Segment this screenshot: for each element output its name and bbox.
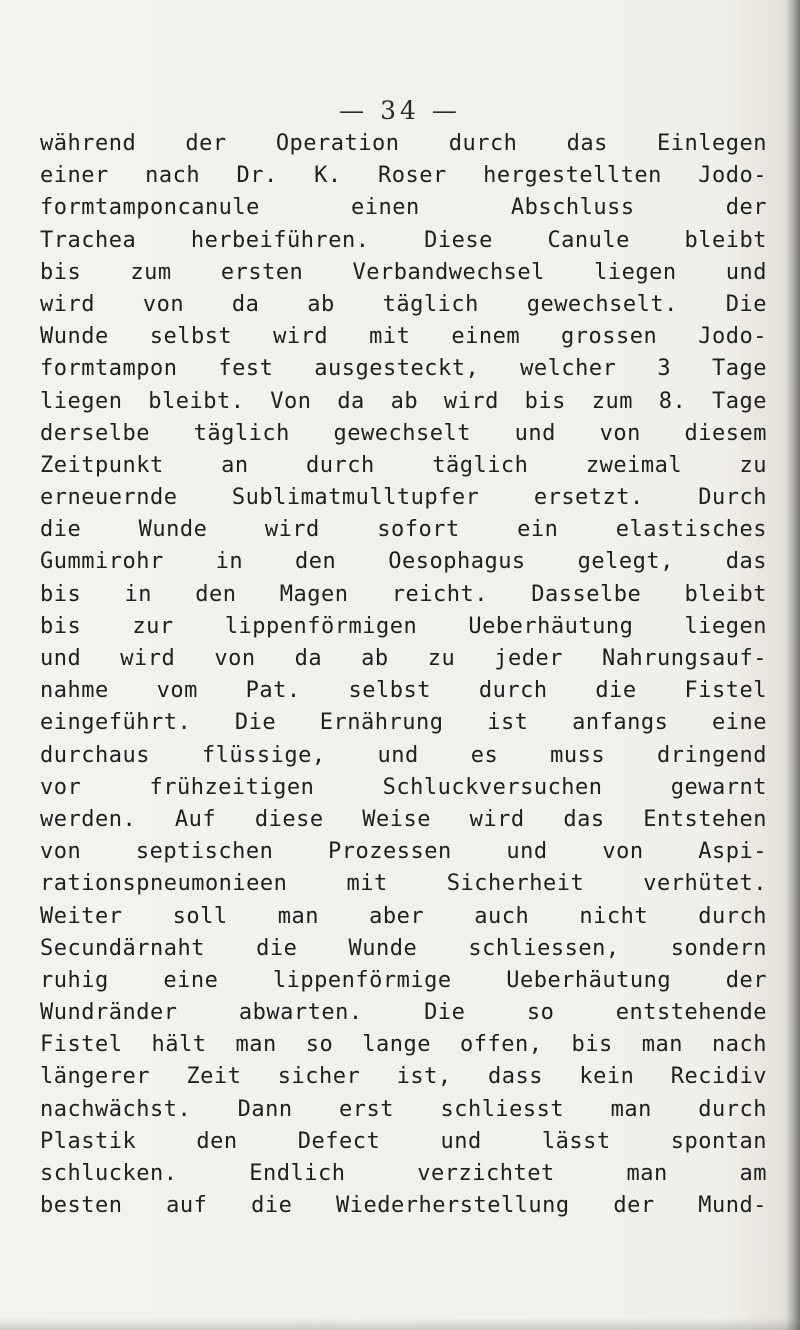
text-line: Secundärnaht die Wunde schliessen, sondern — [40, 935, 767, 961]
text-line: von septischen Prozessen und von Aspi- — [40, 839, 767, 865]
body-text — [40, 128, 767, 1222]
text-line: und wird von da ab zu jeder Nahrungsauf- — [40, 646, 767, 671]
text-line: erneuernde Sublimatmulltupfer ersetzt. Durch — [40, 485, 767, 511]
text-line: rationspneumonieen mit Sicherheit verhütet. — [40, 871, 767, 897]
text-line: einer nach Dr. K. Roser hergestellten Jodo- — [40, 163, 767, 189]
text-line: Fistel hält man so lange offen, bis man nach — [40, 1032, 767, 1058]
text-line: nahme vom Pat. selbst durch die Fistel — [40, 678, 767, 704]
text-line: Zeitpunkt an durch täglich zweimal zu — [40, 452, 767, 478]
page-number: — 34 — — [339, 96, 461, 125]
text-line: besten auf die Wiederherstellung der Mund- — [40, 1193, 767, 1219]
text-line: bis in den Magen reicht. Dasselbe bleibt — [40, 581, 767, 607]
page-bottom-shadow — [0, 1318, 800, 1330]
text-line: bis zum ersten Verbandwechsel liegen und — [40, 259, 767, 285]
text-line: wird von da ab täglich gewechselt. Die — [40, 291, 767, 317]
text-line: werden. Auf diese Weise wird das Entstehen — [40, 806, 767, 832]
text-line: ruhig eine lippenförmige Ueberhäutung der — [40, 967, 767, 993]
text-line: eingeführt. Die Ernährung ist anfangs eine — [40, 710, 767, 736]
text-line: Trachea herbeiführen. Diese Canule bleibt — [40, 227, 767, 253]
text-line: nachwächst. Dann erst schliesst man durch — [40, 1096, 767, 1122]
text-line: während der Operation durch das Einlegen — [40, 131, 767, 156]
text-line: Wunde selbst wird mit einem grossen Jodo- — [40, 324, 767, 350]
text-line: vor frühzeitigen Schluckversuchen gewarnt — [40, 774, 767, 800]
text-line: durchaus flüssige, und es muss dringend — [40, 742, 767, 768]
text-line: formtampon fest ausgesteckt, welcher 3 Tage — [40, 356, 767, 382]
text-line: derselbe täglich gewechselt und von diesem — [40, 420, 767, 446]
text-line: liegen bleibt. Von da ab wird bis zum 8. Tage — [40, 388, 767, 414]
text-line: Plastik den Defect und lässt spontan — [40, 1128, 767, 1154]
text-line: Weiter soll man aber auch nicht durch — [40, 903, 767, 929]
text-line: Gummirohr in den Oesophagus gelegt, das — [40, 549, 767, 575]
text-line: die Wunde wird sofort ein elastisches — [40, 517, 767, 543]
text-line: schlucken. Endlich verzichtet man am — [40, 1161, 767, 1186]
text-line: bis zur lippenförmigen Ueberhäutung liegen — [40, 613, 767, 639]
text-line: Wundränder abwarten. Die so entstehende — [40, 1000, 767, 1026]
text-line: längerer Zeit sicher ist, dass kein Recidiv — [40, 1064, 767, 1090]
page-edge-shadow — [786, 0, 800, 1330]
text-line: formtamponcanule einen Abschluss der — [40, 195, 767, 221]
